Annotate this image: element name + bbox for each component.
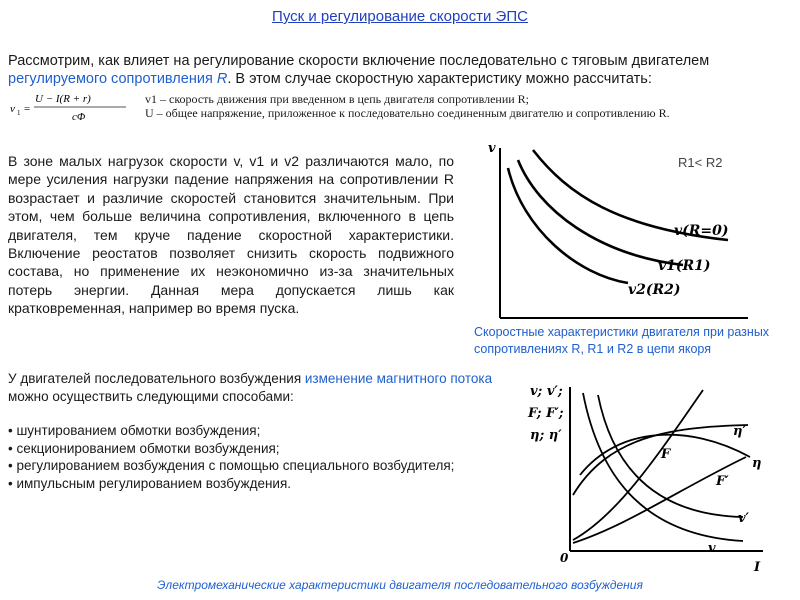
label-F: F <box>661 447 671 462</box>
page-title: Пуск и регулирование скорости ЭПС <box>272 8 528 25</box>
list-item: • импульсным регулированием возбуждения. <box>8 475 292 491</box>
field-text-before: У двигателей последовательного возбуждения <box>8 371 305 386</box>
methods-list <box>8 422 528 492</box>
electromechanical-chart-caption: Электромеханические характеристики двигателя последовательного возбуждения <box>157 578 643 592</box>
chart2-y-label-2: F; F′; <box>528 406 564 421</box>
label-v1-r1: v1(R1) <box>658 258 711 274</box>
curve-v1-r1 <box>518 160 683 265</box>
label-v-r0: v(R=0) <box>674 223 729 239</box>
curve-v-prime <box>598 395 743 517</box>
chart2-origin: 0 <box>560 551 569 565</box>
curve-v <box>583 393 743 541</box>
variable-definitions <box>145 92 795 120</box>
speed-chart-caption: Скоростные характеристики двигателя при разных сопротивлениях R, R1 и R2 в цепи якоря <box>474 325 770 356</box>
electromechanical-chart <box>518 375 778 575</box>
resistance-link[interactable]: регулируемого сопротивления R <box>8 71 228 87</box>
chart1-condition: R1< R2 <box>678 155 723 170</box>
list-item: • шунтированием обмотки возбуждения; <box>8 423 261 439</box>
chart2-y-label-3: η; η′ <box>530 428 562 443</box>
chart1-y-label: v <box>488 141 496 156</box>
svg-text:=: = <box>24 103 31 115</box>
paragraph-low-load: В зоне малых нагрузок скорости v, v1 и v2 различаются мало, по мере усиления нагрузки падение напряжения на сопротивлении R возрастает и различие скоростей становится значительным. При этом, чем больше величина сопротивления, включенного в цепь двигателя, тем круче падение скоростной характеристики. Включение реостатов позволяет снизить скорость подвижного состава, но применение их неэкономично из-за значительных потерь энергии. Данная мера допускается лишь как кратковременная, например во время пуска. <box>8 153 454 317</box>
label-eta-prime: η′ <box>733 424 746 439</box>
formula-numerator: U − I(R + r) <box>35 93 91 105</box>
curve-F <box>573 390 703 540</box>
curve-F-prime <box>573 457 746 543</box>
label-v-prime: v′ <box>738 511 749 526</box>
label-F-prime: F′ <box>716 474 729 489</box>
chart2-y-label-1: v; v′; <box>530 384 563 399</box>
chart2-x-label: I <box>754 560 761 575</box>
intro-paragraph <box>8 52 788 88</box>
list-item: • регулированием возбуждения с помощью специального возбудителя; <box>8 458 455 474</box>
intro-text-before: Рассмотрим, как влияет на регулирование скорости включение последовательно с тяговым двигателем <box>8 53 710 69</box>
speed-formula <box>8 90 138 124</box>
list-item: • секционированием обмотки возбуждения; <box>8 440 280 456</box>
definition-u: U – общее напряжение, приложенное к последовательно соединенным двигателю и сопротивлению R. <box>145 106 670 120</box>
field-text-after: можно осуществить следующими способами: <box>8 388 294 404</box>
speed-characteristics-chart <box>478 140 758 325</box>
formula-lhs-sub: 1 <box>17 109 21 117</box>
magnetic-flux-link[interactable]: изменение магнитного потока <box>304 371 493 386</box>
definition-v1: v1 – скорость движения при введенном в цепь двигателя сопротивлении R; <box>145 92 530 106</box>
intro-text-after: . В этом случае скоростную характеристику можно рассчитать: <box>227 71 652 87</box>
formula-denominator: cΦ <box>72 111 86 123</box>
label-v2-r2: v2(R2) <box>628 282 681 298</box>
label-eta: η <box>752 456 762 471</box>
paragraph-field-control <box>8 370 528 493</box>
formula-lhs: v <box>10 103 15 115</box>
label-v: v <box>708 541 716 556</box>
